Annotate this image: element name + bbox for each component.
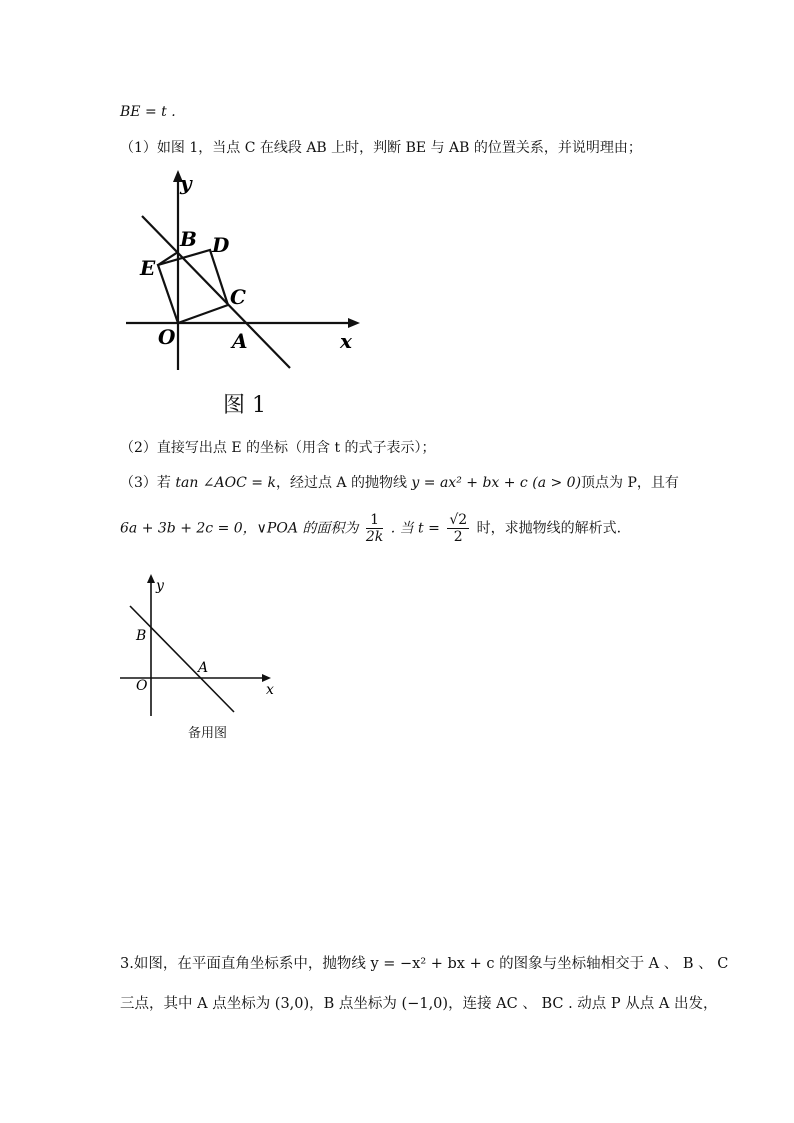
question-1: （1）如图 1，当点 C 在线段 AB 上时，判断 BE 与 AB 的位置关系，并说明理由； [120, 140, 642, 156]
q3-tan: tan ∠AOC = k [175, 475, 276, 491]
label-a: A [198, 660, 209, 676]
q3-t-fraction [447, 512, 469, 545]
q3-end: 时，求抛物线的解析式. [476, 520, 622, 537]
q3-suffix: 顶点为 P，且有 [581, 475, 679, 491]
label-b: B [180, 227, 197, 251]
figure-1-caption: 图 1 [223, 393, 266, 418]
label-b: B [136, 628, 147, 644]
problem-3-line-2: 三点，其中 A 点坐标为 (3,0)，B 点坐标为 (−1,0)，连接 AC 、 BC . 动点 P 从点 A 出发， [120, 996, 718, 1012]
x-axis-arrow [348, 318, 360, 328]
figure-2 [116, 574, 296, 720]
fraction-denominator: 2 [453, 529, 463, 545]
label-e: E [140, 256, 156, 280]
x-axis-arrow [262, 674, 271, 682]
y-axis-arrow [147, 574, 155, 583]
q3-condition: 6a + 3b + 2c = 0，∨POA 的面积为 [120, 520, 359, 537]
q3-area-fraction [366, 512, 383, 545]
figure-2-caption: 备用图 [188, 726, 228, 741]
label-o: O [158, 325, 176, 349]
fraction-denominator: 2k [365, 529, 384, 545]
q3-mid: ，经过点 A 的抛物线 [275, 475, 412, 491]
label-d: D [212, 233, 230, 257]
label-y: y [156, 578, 164, 594]
question-2: （2）直接写出点 E 的坐标（用含 t 的式子表示）； [120, 440, 436, 456]
label-o: O [136, 678, 148, 694]
label-x: x [340, 329, 352, 353]
line-ab [130, 606, 234, 712]
problem-3-line-1: 3.如图，在平面直角坐标系中，抛物线 y = −x² + bx + c 的图象与坐标轴相交于 A 、 B 、 C [120, 956, 729, 972]
line-be-equals-t: BE = t . [120, 104, 176, 120]
label-c: C [230, 285, 246, 309]
question-3-line-2 [120, 512, 621, 545]
figure-1 [118, 168, 378, 378]
label-a: A [232, 329, 248, 353]
question-3-line-1 [120, 472, 679, 492]
q3-equation: y = ax² + bx + c (a > 0) [411, 475, 582, 491]
fraction-numerator: 1 [366, 512, 383, 529]
fraction-numerator: √2 [449, 512, 468, 528]
label-x: x [266, 682, 274, 698]
q3-prefix: （3）若 [120, 475, 176, 491]
q3-when: . 当 t = [390, 520, 440, 537]
square-ecdo [158, 250, 228, 323]
label-y: y [180, 171, 192, 195]
